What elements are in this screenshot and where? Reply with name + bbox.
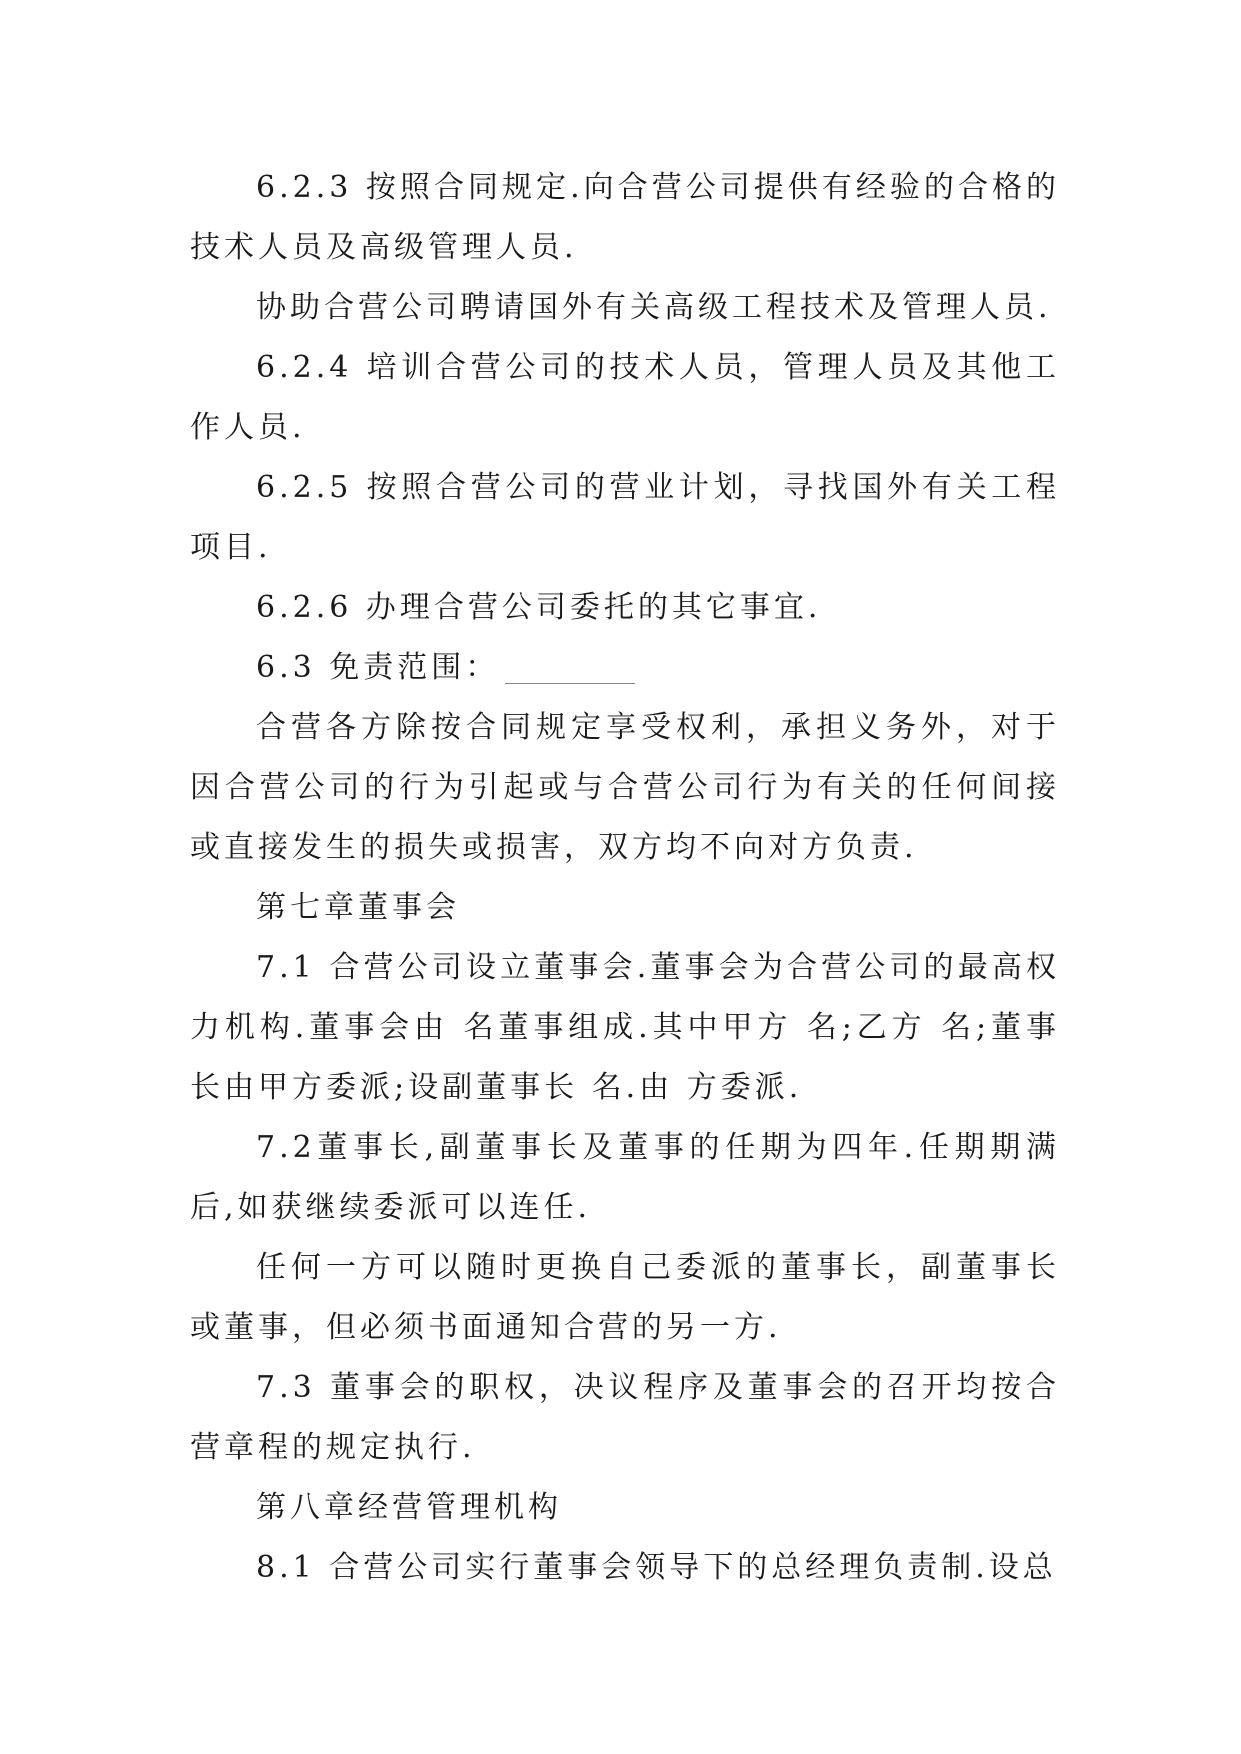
blank-fill-line: [505, 682, 635, 684]
clause-8-1: 8.1 合营公司实行董事会领导下的总经理负责制.设总: [256, 1550, 1057, 1585]
clause-6-3-label: 6.3 免责范围：: [256, 650, 500, 685]
clause-7-3: 7.3 董事会的职权，决议程序及董事会的召开均按合营章程的规定执行.: [190, 1370, 1060, 1465]
chapter-7-heading: 第七章董事会: [256, 890, 460, 925]
clause-7-2: 7.2董事长,副董事长及董事的任期为四年.任期期满后,如获继续委派可以连任.: [190, 1130, 1060, 1225]
chapter-8-heading: 第八章经营管理机构: [256, 1490, 562, 1525]
clause-7-2-continued: 任何一方可以随时更换自己委派的董事长，副董事长或董事，但必须书面通知合营的另一方.: [190, 1250, 1060, 1345]
clause-6-2-4: 6.2.4 培训合营公司的技术人员，管理人员及其他工作人员.: [190, 350, 1060, 445]
clause-6-2-5: 6.2.5 按照合营公司的营业计划，寻找国外有关工程项目.: [190, 470, 1060, 565]
clause-6-2-3: 6.2.3 按照合同规定.向合营公司提供有经验的合格的技术人员及高级管理人员.: [190, 170, 1060, 265]
clause-6-3-text: 合营各方除按合同规定享受权利，承担义务外，对于因合营公司的行为引起或与合营公司行为有关的任何间接或直接发生的损失或损害，双方均不向对方负责.: [190, 710, 1060, 865]
clause-6-2-6: 6.2.6 办理合营公司委托的其它事宜.: [256, 590, 822, 625]
clause-6-3-heading: [190, 638, 1060, 698]
clause-6-2-3-continued: 协助合营公司聘请国外有关高级工程技术及管理人员.: [256, 290, 1052, 325]
document-body: [190, 158, 1060, 1598]
clause-7-1: 7.1 合营公司设立董事会.董事会为合营公司的最高权力机构.董事会由 名董事组成.其中甲方 名;乙方 名;董事长由甲方委派;设副董事长 名.由 方委派.: [190, 950, 1060, 1105]
